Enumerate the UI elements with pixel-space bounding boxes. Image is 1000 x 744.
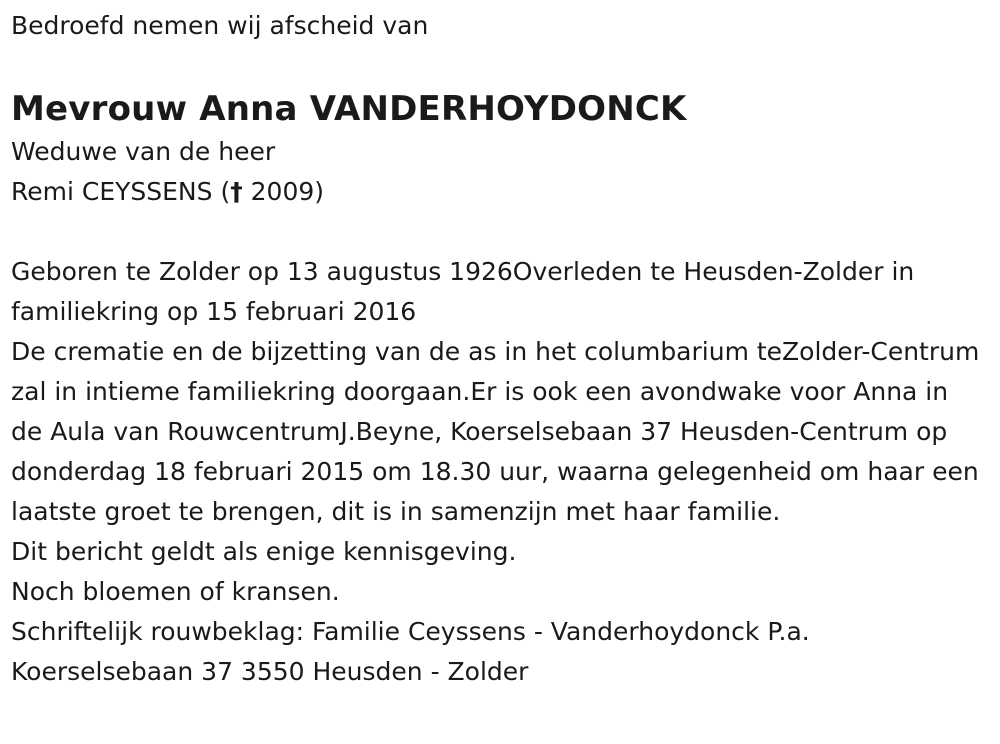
spouse-death-year: 2009) — [242, 177, 325, 206]
spacer — [11, 46, 990, 84]
spouse-name: Remi CEYSSENS ( — [11, 177, 231, 206]
flowers-paragraph: Noch bloemen of kransen. — [11, 577, 340, 606]
intro-text: Bedroefd nemen wij afscheid van — [11, 11, 429, 40]
obituary-body — [11, 252, 981, 692]
deceased-name: Mevrouw Anna VANDERHOYDONCK — [11, 89, 687, 129]
birth-death-paragraph: Geboren te Zolder op 13 augustus 1926Overleden te Heusden-Zolder in familiekring op 15 februari 2016 — [11, 257, 915, 326]
condolence-paragraph: Schriftelijk rouwbeklag: Familie Ceyssens - Vanderhoydonck P.a. Koerselsebaan 37 3550 Heusden - Zolder — [11, 617, 810, 686]
cross-icon: † — [230, 177, 243, 206]
cremation-paragraph: De crematie en de bijzetting van de as in het columbarium teZolder-Centrum zal in intieme familiekring doorgaan.Er is ook een avondwake voor Anna in de Aula van RouwcentrumJ.Beyne, Koerselsebaan 37 Heusden-Centrum op donderdag 18 februari 2015 om 18.30 uur, waarna gelegenheid om haar een laatste groet te brengen, dit is in samenzijn met haar familie. — [11, 337, 980, 526]
spouse-line — [11, 172, 990, 212]
notice-paragraph: Dit bericht geldt als enige kennisgeving. — [11, 537, 517, 566]
spacer — [11, 212, 990, 252]
spouse-intro: Weduwe van de heer — [11, 137, 276, 166]
